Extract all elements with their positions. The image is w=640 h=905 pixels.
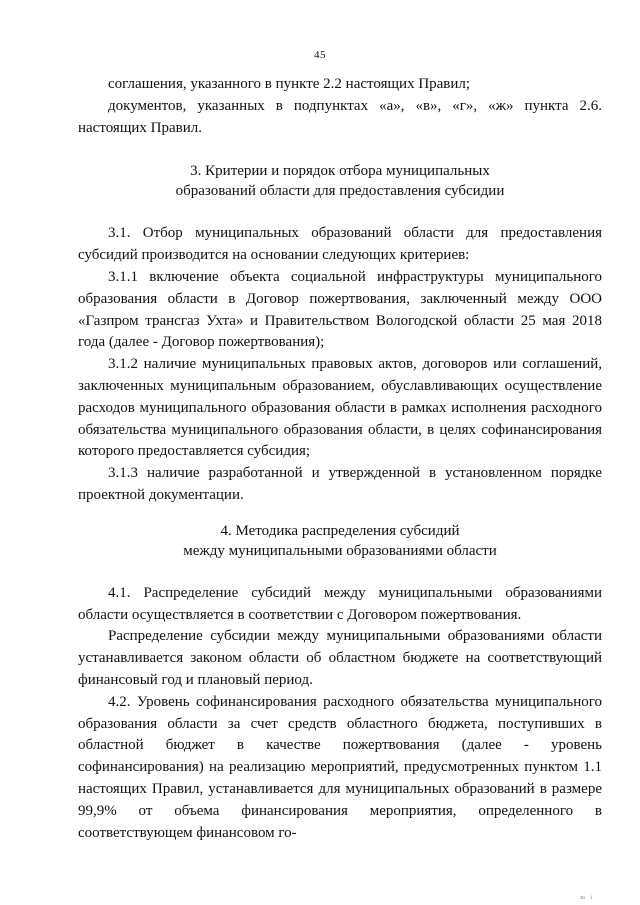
section-4-heading <box>78 521 602 561</box>
paragraph-3-1-1: 3.1.1 включение объекта социальной инфраструктуры муниципального образования области в Договор пожертвования, заключенный между ООО «Газпром трансгаз Ухта» и Правительством Вологодской области 25 мая 2018 года (далее - Договор пожертвования); <box>78 268 602 351</box>
paragraph-4-2: 4.2. Уровень софинансирования расходного обязательства муниципального образования области за счет средств областного бюджета, поступивших в областной бюджет в качестве пожертвования (далее - уровень софинансирования) на реализацию мероприятий, предусмотренных пунктом 1.1 настоящих Правил, устанавливается для муниципальных образований в размере 99,9% от объема финансирования мероприятия, определенного в соответствующем финансовом го- <box>78 693 602 841</box>
section-3-heading <box>78 161 602 201</box>
paragraph-4-1-distribution: Распределение субсидии между муниципальными образованиями области устанавливается законом области об областном бюджете на соответствующий финансовый год и плановый период. <box>78 628 602 688</box>
page-number: 45 <box>314 49 326 61</box>
paragraph-3-1-2: 3.1.2 наличие муниципальных правовых актов, договоров или соглашений, заключенных муниципальным образованием, обуславливающих осуществление расходов муниципального образования области в рамках исполнения расходного обязательства муниципального образования области, в целях софинансирования которого предоставляется субсидия; <box>78 356 602 460</box>
paragraph-documents: документов, указанных в подпунктах «а», «в», «г», «ж» пункта 2.6. настоящих Правил. <box>78 97 602 136</box>
paragraph-agreement: соглашения, указанного в пункте 2.2 настоящих Правил; <box>108 76 471 92</box>
section-4-heading-line-2: между муниципальными образованиями области <box>183 542 497 559</box>
document-body <box>78 74 602 844</box>
section-3-heading-line-1: 3. Критерии и порядок отбора муниципальных <box>190 163 490 180</box>
paragraph-3-1-3: 3.1.3 наличие разработанной и утвержденной в установленном порядке проектной документации. <box>78 465 602 503</box>
footer-mark: ш і <box>580 895 594 901</box>
section-3-heading-line-2: образований области для предоставления субсидии <box>175 183 505 200</box>
section-4-heading-line-1: 4. Методика распределения субсидий <box>220 522 460 539</box>
paragraph-3-1: 3.1. Отбор муниципальных образований области для предоставления субсидий производится на основании следующих критериев: <box>78 225 602 264</box>
paragraph-4-1: 4.1. Распределение субсидий между муниципальными образованиями области осуществляется в соответствии с Договором пожертвования. <box>78 584 602 623</box>
